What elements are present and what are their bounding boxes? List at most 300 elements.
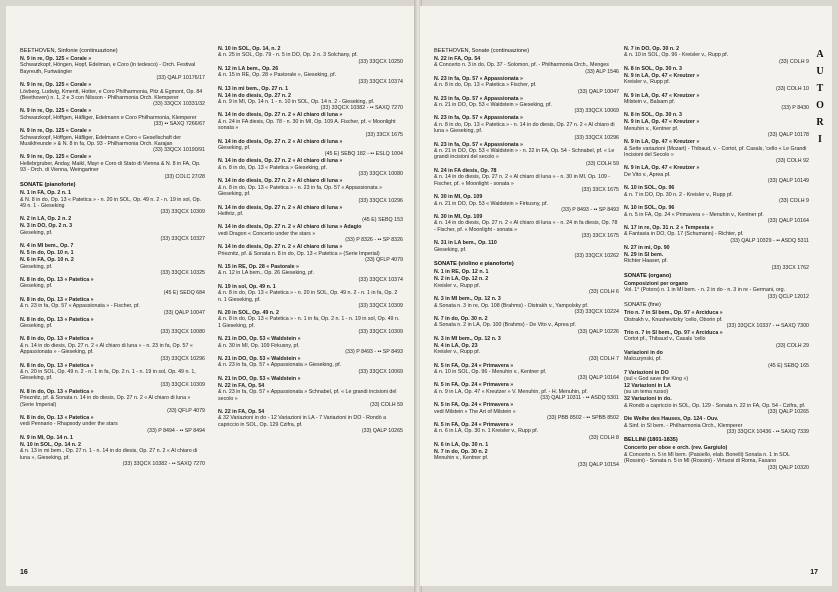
entry-body: Kreisler v., Rupp pf.: [434, 349, 481, 356]
catalog-entry: [218, 66, 403, 85]
entry-code: (33) PBB 8502 - •• SPBB 8502: [546, 415, 619, 422]
catalog-entry: [624, 330, 809, 349]
entry-body: & n. 14 in do diesis, Op. 27 n. 2 « Al chiaro di luna » - n. 24 in fa diesis, Op. 78 - Fischer, pf. « Moonlight - sonata »: [434, 220, 618, 233]
entry-body: Oistrakh v., Knushevitzky 'cello, Oborin pf.: [624, 316, 723, 323]
catalog-entry: [20, 363, 205, 389]
entry-body: & n. 8 in do, Op. 13 « Patetica » - n. 23 in fa, Op. 57 « Appassionata » Gieseking, pf.: [218, 184, 383, 198]
entry-code: (33) 33QCX 10337 - •• SAXQ 7300: [726, 322, 809, 329]
catalog-entry: [20, 442, 205, 468]
catalog-entry: [20, 389, 205, 415]
entry-head: N. 17 in re, Op. 31 n. 2 « Tempesta »: [624, 224, 714, 231]
entry-code: (33) 33QCX 10080: [160, 329, 205, 336]
entry-head: N. 4 in MI bem., Op. 7: [20, 243, 74, 250]
catalog-entry: [20, 250, 205, 256]
entry-code: (45 E) SEBQ 165: [768, 362, 809, 369]
side-label-letter: T: [816, 83, 824, 94]
catalog-entry: [434, 276, 619, 295]
entry-head: N. 7 in do, Op. 30 n. 2: [434, 448, 488, 455]
entry-body: & n. 23 in fa, Op. 57 « Appassionata » Gieseking, pf.: [218, 362, 342, 369]
entry-body: & Sette variazioni (Mozart) - Thibaud, v. - Cortot, pf. Casals, 'cello « Le Grandi Incisioni del Secolo »: [624, 145, 807, 159]
catalog-entry: [218, 264, 403, 283]
entry-code: (33) QALP 10164: [577, 375, 619, 382]
section-header: BELLINI (1801-1835): [624, 437, 678, 444]
entry-head: N. 5 in FA, Op. 24 « Primavera »: [434, 422, 514, 429]
catalog-entry: [218, 376, 403, 382]
entry-head: N. 24 in FA diesis, Op. 78: [434, 167, 497, 174]
catalog-entry: [624, 370, 809, 383]
entry-head: N. 12 in LA bem., Op. 26: [218, 65, 279, 72]
catalog-entry: [20, 336, 205, 362]
entry-code: (33) COLH 92: [776, 158, 809, 165]
entry-head: N. 5 in FA, Op. 24 « Primavera »: [434, 362, 514, 369]
catalog-entry: [218, 244, 403, 263]
entry-head: N. 9 in LA, Op. 47 « Kreutzer »: [624, 92, 700, 99]
entry-body: & Concerto n. 5 in MI bem. (Paisiello, elab. Bonelli) Sonata n. 1 in SOL (Rossini) - Sonata n. 5 in MI (Rossini) - Virtuosi di Roma, Fasano: [624, 451, 790, 465]
entry-head: N. 13 in mi bem., Op. 27 n. 1: [218, 85, 289, 92]
catalog-entry: [434, 240, 619, 259]
entry-body: De Vito v., Aprea pf.: [624, 171, 671, 178]
entry-code: (33) 33QCX 10309: [358, 329, 403, 336]
catalog-entry: [624, 225, 809, 244]
page-number-right: 17: [810, 569, 818, 576]
catalog-entry: [434, 142, 619, 168]
entry-code: (33) •• SAXQ 7266/67: [153, 121, 205, 128]
catalog-entry: [20, 154, 205, 180]
entry-code: (33) P 8493 - •• SP 8493: [561, 206, 619, 213]
entry-head: Trio n. 7 in SI bem., Op. 97 « Arciduca »: [624, 329, 723, 336]
entry-code: (33) 33QCX 10327: [160, 236, 205, 243]
catalog-entry: [218, 158, 403, 177]
catalog-entry: [624, 310, 809, 329]
entry-head: N. 9 in re, Op. 125 « Corale »: [20, 56, 92, 62]
entry-body: Gieseking, pf.: [20, 283, 53, 290]
catalog-entry: [434, 115, 619, 141]
entry-code: (33) COLH 9: [778, 198, 809, 205]
entry-code: (33) QALP 10329 - •• ASDQ 5311: [730, 237, 809, 244]
entry-head: N. 20 in SOL, Op. 49 n. 2: [218, 309, 279, 316]
entry-code: (33) P 8494 - •• SP 8494: [147, 427, 205, 434]
entry-head: N. 14 in do diesis, Op. 27 n. 2 « Al chiaro di luna »: [218, 204, 343, 211]
entry-body: Gieseking, pf.: [434, 246, 467, 253]
side-label-letter: A: [816, 49, 824, 60]
entry-body: vedi Dragon « Concerto under the stars »: [218, 230, 316, 237]
entry-body: Gieseking, pf.: [20, 263, 53, 270]
entry-body: & Fantasia in DO, Op. 17 (Schumann) - Richter, pf.: [624, 231, 744, 238]
entry-code: (33) QALP 10047: [577, 88, 619, 95]
entry-head: N. 29 in SI bem.: [624, 251, 664, 258]
entry-head: N. 23 in fa, Op. 57 « Appassionata »: [434, 95, 523, 102]
entry-body: Kreisler v., Rupp pf.: [624, 79, 671, 86]
entry-code: (33) 33CX 1675: [365, 131, 403, 138]
entry-body: Schwarzkopf, Höffgen, Häfliger, Edelmann e Coro Philharmonia, Klemperer: [20, 114, 197, 121]
entry-body: Cortot pf., Thibaud v., Casals 'cello: [624, 336, 706, 343]
catalog-entry: [624, 46, 809, 65]
entry-code: (33) COLH 10: [776, 85, 809, 92]
page-left: [6, 6, 416, 586]
catalog-entry: [624, 66, 809, 72]
catalog-entry: [218, 284, 403, 310]
entry-body: Heifetz, pf.: [218, 210, 244, 217]
entry-body: Kreisler v., Rupp pf.: [434, 282, 481, 289]
catalog-entry: [20, 243, 205, 249]
entry-code: (33) 33QCX 10374: [358, 78, 403, 85]
entry-head: N. 30 in MI, Op. 109: [434, 194, 483, 201]
entry-head: N. 8 in do, Op. 13 « Patetica »: [20, 362, 94, 369]
entry-body: & Sonata n. 2 in LA, Op. 100 (Brahms) - De Vito v., Aprea pf.: [434, 322, 577, 329]
column-2: [218, 46, 403, 435]
entry-head: N. 7 in DO, Op. 30 n. 2: [624, 46, 680, 52]
entry-body: Milstein v., Balsam pf.: [624, 99, 676, 106]
entry-body: & n. 8 in do, Op. 13 « Patetica » Fischer, pf.: [434, 82, 537, 89]
catalog-entry: [218, 178, 403, 204]
entry-code: (33) QALP 10176/17: [156, 75, 205, 82]
catalog-entry: [20, 82, 205, 108]
entry-code: (33) 33CX 1675: [581, 233, 619, 240]
entry-body: & n. 9 in LA, Op. 47 « Kreutzer » V. Menuhin, pf. - H. Menuhin, pf.: [434, 388, 588, 395]
entry-head: N. 21 in DO, Op. 53 « Waldstein »: [218, 375, 301, 382]
entry-code: (33) QALP 10178: [767, 132, 809, 139]
entry-code: (33) QCLP 12012: [767, 293, 809, 300]
entry-code: (33) P 8430: [781, 105, 809, 112]
entry-head: N. 14 in do diesis, Op. 27 n. 2 « Al chiaro di luna »: [218, 178, 343, 185]
entry-code: (33) 33QCX 10069: [358, 368, 403, 375]
entry-head: N. 9 in re, Op. 125 « Corale »: [20, 82, 92, 89]
entry-code: (45 E) SEDQ 684: [163, 289, 205, 296]
entry-body: & Sinf. in SI bem. - Philharmonia Orch., Klemperer: [624, 422, 743, 429]
entry-head: N. 8 in SOL, Op. 30 n. 3: [624, 65, 682, 72]
entry-head: N. 7 in do, Op. 30 n. 2: [434, 315, 488, 322]
entry-code: (33) QALP 10311 - •• ASDQ 5301: [540, 395, 619, 402]
catalog-entry: [20, 223, 205, 242]
catalog-entry: [218, 205, 403, 224]
entry-body: & Sonata n. 3 in re, Op. 108 (Brahms) - Oistrakh v., Yampolsky pf.: [434, 302, 589, 309]
entry-body: & n. 21 in DO, Op. 53 « Waldstein » - n. 22 in FA, Op. 54 - Schnabel, pf. « Le grandi incisioni del secolo »: [434, 148, 615, 161]
entry-code: (33) COLH 59: [370, 402, 403, 409]
entry-body: & n. 15 in RE, Op. 28 « Pastorale », Gieseking, pf.: [218, 72, 337, 79]
entry-head: N. 14 in do diesis, Op. 27 n. 2 « Al chiaro di luna » Adagio: [218, 224, 362, 231]
catalog-entry: [624, 281, 809, 300]
entry-head: N. 14 in do diesis, Op. 27 n. 2 « Al chiaro di luna »: [218, 112, 343, 119]
entry-head: N. 5 in FA, Op. 24 « Primavera »: [434, 402, 514, 409]
entry-body: & n. 13 in mi bem., Op. 27 n. 1 - n. 14 in do diesis, Op. 27 n. 2 « Al chiaro di luna », Gieseking, pf.: [20, 448, 198, 461]
entry-code: (33) 33QCX 10250: [358, 58, 403, 65]
entry-code: (33) QALP 10154: [577, 461, 619, 468]
entry-body: Malcuzynski, pf.: [624, 356, 662, 363]
entry-body: & Concerto n. 3 in do, Op. 37 - Solomon, pf. - Philharmonia Orch., Menges: [434, 62, 609, 69]
entry-code: (45 E) SEBQ 153: [362, 217, 403, 224]
catalog-entry: [434, 402, 619, 421]
entry-code: (33) 33QCX 10309: [160, 209, 205, 216]
entry-code: (33) QALP 10320: [767, 464, 809, 471]
entry-head: N. 2 in LA, Op. 12 n. 2: [434, 276, 489, 283]
section-header: SONATE (organo): [624, 272, 672, 279]
entry-head: N. 3 in MI bem., Op. 12 n. 3: [434, 335, 501, 342]
entry-head: N. 9 in re, Op. 125 « Corale »: [20, 128, 92, 135]
catalog-entry: [624, 245, 809, 251]
entry-code: (33) QALP 10265: [361, 428, 403, 435]
entry-body: & n. 14 in do diesis, Op. 27 n. 2 « Al chiaro di luna » - n. 30 in MI, Op. 109 - Fischer, pf. « Moonlight - sonata »: [434, 174, 611, 187]
column-1: [20, 46, 205, 468]
catalog-entry: [624, 416, 809, 435]
entry-head: N. 9 in re, Op. 125 « Corale »: [20, 154, 92, 161]
entry-body: Gieseking, pf.: [20, 322, 53, 329]
entry-code: (33) COLH 8: [588, 434, 619, 441]
entry-code: (33) 33QCX 10382 - •• SAXQ 7270: [320, 105, 403, 112]
entry-code: (33) 33QCX 10436 - •• SAXQ 7339: [726, 429, 809, 436]
entry-head: N. 8 in do, Op. 13 « Patetica »: [20, 415, 94, 422]
catalog-entry: [434, 296, 619, 315]
entry-head: N. 1 in RE, Op. 12 n. 1: [434, 269, 489, 276]
catalog-entry: [624, 350, 809, 369]
entry-head: N. 27 in mi, Op. 90: [624, 244, 670, 251]
entry-head: N. 9 in LA, Op. 47 « Kreutzer »: [624, 72, 700, 79]
entry-head: N. 15 in RE, Op. 28 « Pastorale »: [218, 263, 299, 270]
column-4: [624, 46, 809, 472]
page-right: [420, 6, 832, 586]
side-label-letter: O: [816, 100, 824, 111]
catalog-entry: [434, 343, 619, 362]
entry-head: N. 9 in LA, Op. 47 « Kreutzer »: [624, 119, 700, 126]
entry-body: Hellebrgruber, Anday, Maikl, Mayr e Coro di Stato di Vienna & N. 8 in FA, Op. 93 - Orch. di Vienna, Weingartner: [20, 160, 201, 174]
catalog-entry: [434, 336, 619, 342]
entry-body: (sul « God save the King »): [624, 376, 689, 382]
catalog-entry: [624, 73, 809, 92]
catalog-entry: [434, 382, 619, 401]
entry-body: & n. 21 in DO, Op. 53 « Waldstein » Gieseking, pf.: [434, 102, 552, 109]
entry-code: (33) COLH 6: [588, 289, 619, 296]
catalog-entry: [624, 185, 809, 204]
entry-head: N. 10 in SOL, Op. 96: [624, 185, 675, 192]
entry-code: (33) QALP 10265: [767, 409, 809, 416]
entry-code: (33) COLH 7: [588, 355, 619, 362]
section-header: SONATE (pianoforte): [20, 182, 76, 189]
entry-body: & n. 9 in MI, Op. 14 n. 1 - n. 10 in SOL, Op. 14 n. 2 - Gieseking, pf.: [218, 99, 375, 106]
entry-body: & n. 8 in do, Op. 13 « Patetica » - n. 20 in SOL, Op. 49 n. 2 - n. 1 in fa, Op. 2 n. 1 Gieseking, pf.: [218, 290, 398, 303]
entry-body: & n. 5 in FA, Op. 24 « Primavera » - Menuhin v., Kentner pf.: [624, 211, 764, 218]
entry-code: (33) QALP 10149: [767, 178, 809, 185]
entry-head: N. 1 in FA, Op. 2 n. 1: [20, 190, 71, 197]
entry-code: (33) 33QCX 10309: [160, 381, 205, 388]
catalog-entry: [624, 396, 809, 415]
entry-head: Trio n. 7 in SI bem., Op. 97 « Arciduca »: [624, 310, 723, 317]
entry-head: 7 Variazioni in DO: [624, 369, 669, 376]
catalog-entry: [218, 46, 403, 65]
entry-code: (33) 33QCX 10325: [160, 269, 205, 276]
catalog-entry: [434, 269, 619, 275]
entry-code: (33) QFLP 4079: [167, 408, 205, 415]
entry-head: Die Weihe des Hauses, Op. 124 - Ouv.: [624, 416, 719, 423]
entry-head: N. 10 in SOL, Op. 14, n. 2: [218, 46, 281, 52]
catalog-entry: [20, 108, 205, 127]
catalog-entry: [20, 415, 205, 434]
entry-code: (33) 33QCX 10190/91: [153, 147, 205, 154]
entry-code: (33) P 8326 - •• SP 8326: [345, 237, 403, 244]
entry-body: & n. 6 in LA, Op. 30 n. 1 Kreisler v., Rupp pf.: [434, 428, 539, 435]
catalog-entry: [218, 93, 403, 112]
entry-body: Lövberg, Ludwig, Kmentt, Hotter, e Coro Philharmonia, Pitz & Egmont, Op. 84 (Beethoven) n. 1, 2 e 3 con Nilsson - Philharmonia Orch. Klemperer: [20, 88, 203, 102]
entry-head: N. 8 in do, Op. 13 « Patetica »: [20, 316, 94, 323]
entry-code: (33) 33QCX 10080: [358, 171, 403, 178]
catalog-entry: [434, 96, 619, 115]
catalog-entry: [434, 168, 619, 194]
entry-body: & n. 20 in SOL, Op. 49 n. 2 - n. 1 in fa, Op. 2 n. 1 - n. 19 in sol, Op. 49 n. 1, Gieseking, pf.: [20, 369, 196, 382]
entry-head: Variazioni in do: [624, 349, 663, 356]
entry-body: & 32 Variazioni in do - 12 Variazioni in LA - 7 Variazioni in DO - Rondò a capriccio in SOL, Op. 129 Czifra, pf.: [218, 415, 387, 428]
entry-code: (33) 33QCX 10224: [574, 308, 619, 315]
entry-body: (su un tema russo): [624, 389, 669, 396]
entry-code: (33) 33QCX 10069: [574, 108, 619, 115]
entry-head: N. 9 in re, Op. 125 « Corale »: [20, 108, 92, 115]
entry-body: & N. 8 in do, Op. 13 « Patetica » - n. 20 in SOL, Op. 49 n. 2 - n. 19 in sol, Op. 49 n. 1 - Gieseking: [20, 196, 202, 209]
entry-head: N. 2 in LA, Op. 2 n. 2: [20, 216, 72, 223]
entry-code: (33) P 8493 - •• SP 8493: [345, 349, 403, 355]
entry-head: N. 23 in fa, Op. 57 « Appassionata »: [434, 115, 523, 122]
entry-body: & Rondò a capriccio in SOL, Op. 129 - Sonata n. 22 in FA, Op. 54 - Czifra, pf.: [624, 402, 806, 409]
entry-head: N. 10 in SOL, Op. 96: [624, 205, 675, 212]
catalog-entry: [624, 252, 809, 271]
catalog-entry: [624, 205, 809, 224]
catalog-entry: [624, 139, 809, 165]
catalog-entry: [20, 216, 205, 222]
entry-body: Menuhin v., Kentner pf.: [434, 455, 489, 462]
entry-body: vedi Pennario - Rhapsody under the stars: [20, 421, 118, 428]
entry-head: N. 21 in DO, Op. 53 « Waldstein »: [218, 336, 301, 343]
catalog-entry: [20, 317, 205, 336]
entry-body: & n. 25 in SOL, Op. 79 - n. 5 in DO, Op. 2 n. 3 Solchany, pf.: [218, 52, 358, 59]
entry-code: (33) COLH 59: [586, 160, 619, 167]
entry-body: & n. 21 in DO, Op. 53 « Waldstein » Firkusny, pf.: [434, 200, 548, 207]
entry-head: Composizioni per organo: [624, 280, 688, 287]
catalog-entry: [624, 445, 809, 471]
entry-head: N. 30 in MI, Op. 109: [434, 213, 483, 220]
side-label-letter: U: [816, 66, 824, 77]
entry-code: (33) 33QCX 10309: [358, 302, 403, 309]
entry-head: N. 3 in MI bem., Op. 12 n. 3: [434, 296, 501, 303]
entry-head: N. 14 in do diesis, Op. 27 n. 2 « Al chiaro di luna »: [218, 244, 343, 251]
entry-code: (33) QALP 10047: [163, 309, 205, 316]
entry-body: Richter Haaser, pf.: [624, 258, 668, 265]
entry-body: Schwarzkopf, Höngen, Hopf, Edelman, e Coro (in tedesco) - Orch. Festival Bayreuth, Furtwängler: [20, 62, 196, 75]
catalog-entry: [434, 76, 619, 95]
catalog-entry: [434, 316, 619, 335]
entry-body: & n. 14 in do diesis, Op. 27 n. 2 « Al chiaro di luna » - n. 23 in fa, Op. 57 « Appassionata » - Gieseking, pf.: [20, 342, 193, 356]
page-number-left: 16: [20, 569, 28, 576]
catalog-entry: [20, 56, 205, 82]
side-label-letter: I: [818, 134, 822, 145]
entry-body: Gieseking, pf.: [218, 145, 251, 152]
entry-body: & n. 30 in MI, Op. 109 Firkusny, pf.: [218, 342, 300, 349]
entry-code: (33) 33QCX 10374: [358, 276, 403, 283]
catalog-entry: [624, 165, 809, 184]
entry-head: N. 10 in SOL, Op. 14 n. 2: [20, 441, 81, 448]
section-header: BEETHOVEN, Sinfonie (continuazione): [20, 48, 118, 54]
entry-head: N. 22 in FA, Op. 54: [434, 56, 481, 62]
entry-head: N. 9 in MI, Op. 14 n. 1: [20, 434, 73, 441]
entry-body: & n. 23 in fa, Op. 57 « Appassionata » Schnabel, pf. « Le grandi incisioni del secolo »: [218, 389, 397, 402]
catalog-entry: [218, 409, 403, 435]
entry-code: (33) ALP 1546: [585, 68, 619, 75]
entry-body: Vol. 1° (Potors) n. 1 in MI bem. - n. 2 in do - n. 3 in re - Germani, org.: [624, 287, 786, 294]
entry-body: Gieseking, pf.: [20, 229, 53, 236]
catalog-entry: [218, 139, 403, 158]
entry-head: N. 22 in FA, Op. 54: [218, 409, 265, 416]
catalog-entry: [20, 257, 205, 276]
catalog-entry: [20, 277, 205, 296]
entry-body: & n. 12 in LA bem., Op. 26 Gieseking, pf.: [218, 270, 314, 277]
entry-head: N. 31 in LA bem., Op. 110: [434, 240, 497, 247]
catalog-entry: [624, 119, 809, 138]
catalog-entry: [434, 442, 619, 448]
entry-head: N. 8 in do, Op. 13 « Patetica »: [20, 388, 94, 395]
entry-code: (33) QFLP 4079: [365, 256, 403, 263]
catalog-entry: [20, 435, 205, 441]
entry-body: & n. 10 in SOL, Op. 96 - Menuhin v., Kentner pf.: [434, 369, 547, 375]
entry-code: (33) 33QCX 10296: [358, 197, 403, 204]
entry-head: N. 19 in sol, Op. 49 n. 1: [218, 283, 276, 290]
entry-head: N. 6 in FA, Op. 10 n. 2: [20, 257, 74, 264]
entry-body: & n. 7 in DO, Op. 30 n. 2 - Kreisler v., Rupp pf.: [624, 191, 733, 198]
entry-head: N. 23 in fa, Op. 57 « Appassionata »: [434, 75, 523, 82]
catalog-entry: [218, 112, 403, 138]
column-3: [434, 46, 619, 469]
entry-code: (33) COLC 27/28: [164, 173, 205, 180]
catalog-entry: [624, 112, 809, 118]
catalog-entry: [624, 383, 809, 396]
entry-code: (33) COLH 9: [778, 58, 809, 65]
entry-code: (33) QALP 10226: [577, 328, 619, 335]
entry-code: (33) 33CX 1675: [581, 187, 619, 194]
entry-body: & n. 24 in FA diesis, Op. 78 - n. 30 in MI, Op. 109 A. Fischer, pf. « Moonlight sonata »: [218, 118, 396, 132]
entry-body: & n. 8 in do, Op. 13 « Patetica » - n. 14 in do diesis, Op. 27 n. 2 « Al chiaro di luna » Gieseking, pf.: [434, 121, 615, 135]
catalog-entry: [218, 383, 403, 409]
entry-head: N. 9 in LA, Op. 47 « Kreutzer »: [624, 165, 700, 172]
catalog-entry: [218, 310, 403, 336]
entry-code: (33) 33CX 1762: [771, 264, 809, 271]
entry-head: N. 4 in LA, Op. 23: [434, 342, 478, 349]
entry-head: N. 22 in FA, Op. 54: [218, 382, 265, 389]
entry-head: N. 8 in do, Op. 13 « Patetica »: [20, 276, 94, 283]
catalog-entry: [218, 224, 403, 243]
entry-code: (33) 33QCX 10296: [160, 355, 205, 362]
entry-body: & n. 23 in fa, Op. 57 « Appassionata » - Fischer, pf.: [20, 303, 140, 310]
entry-body: Prieznitz, pf. & Sonata n. 8 in do, Op. 13 « Patetica » (Serie Imperial): [218, 250, 380, 257]
catalog-entry: [434, 194, 619, 213]
entry-body: & n. 10 in SOL, Op. 96 - Kreisler v., Rupp pf.: [624, 52, 729, 59]
entry-body: Menuhin v., Kentner pf.: [624, 125, 679, 132]
entry-head: N. 21 in DO, Op. 53 « Waldstein »: [218, 356, 301, 362]
entry-body: & n. 8 in do, Op. 13 « Patetica » Gieseking, pf.: [218, 164, 327, 171]
catalog-entry: [20, 297, 205, 316]
section-header: SONATE (violino e pianoforte): [434, 261, 514, 268]
entry-code: (33) QALP 10164: [767, 217, 809, 224]
entry-head: N. 14 in do diesis, Op. 27 n. 2 « Al chiaro di luna »: [218, 138, 343, 145]
side-label-autori: [814, 46, 826, 148]
entry-head: N. 23 in fa, Op. 57 « Appassionata »: [434, 141, 523, 148]
entry-code: (33) 33QCX 10262: [574, 252, 619, 259]
entry-head: N. 8 in SOL, Op. 30 n. 3: [624, 112, 682, 119]
entry-head: 12 Variazioni in LA: [624, 383, 671, 389]
catalog-entry: [218, 356, 403, 375]
entry-head: N. 6 in LA, Op. 30 n. 1: [434, 441, 489, 448]
catalog-entry: [434, 422, 619, 441]
entry-code: (33) COLH 29: [776, 342, 809, 349]
entry-head: N. 5 in do, Op. 10 n. 1: [20, 250, 74, 257]
catalog-entry: [434, 56, 619, 75]
section-header: SONATE (fine): [624, 302, 661, 309]
catalog-entry: [20, 190, 205, 216]
entry-body: Schwarzkopf, Höffgen, Häfliger, Edelmann e Coro « Gesellschaft der Musikfreunde » & N. 8 in fa, Op. 93 - Philharmonia Orch. Karajan: [20, 134, 181, 148]
catalog-entry: [218, 336, 403, 355]
